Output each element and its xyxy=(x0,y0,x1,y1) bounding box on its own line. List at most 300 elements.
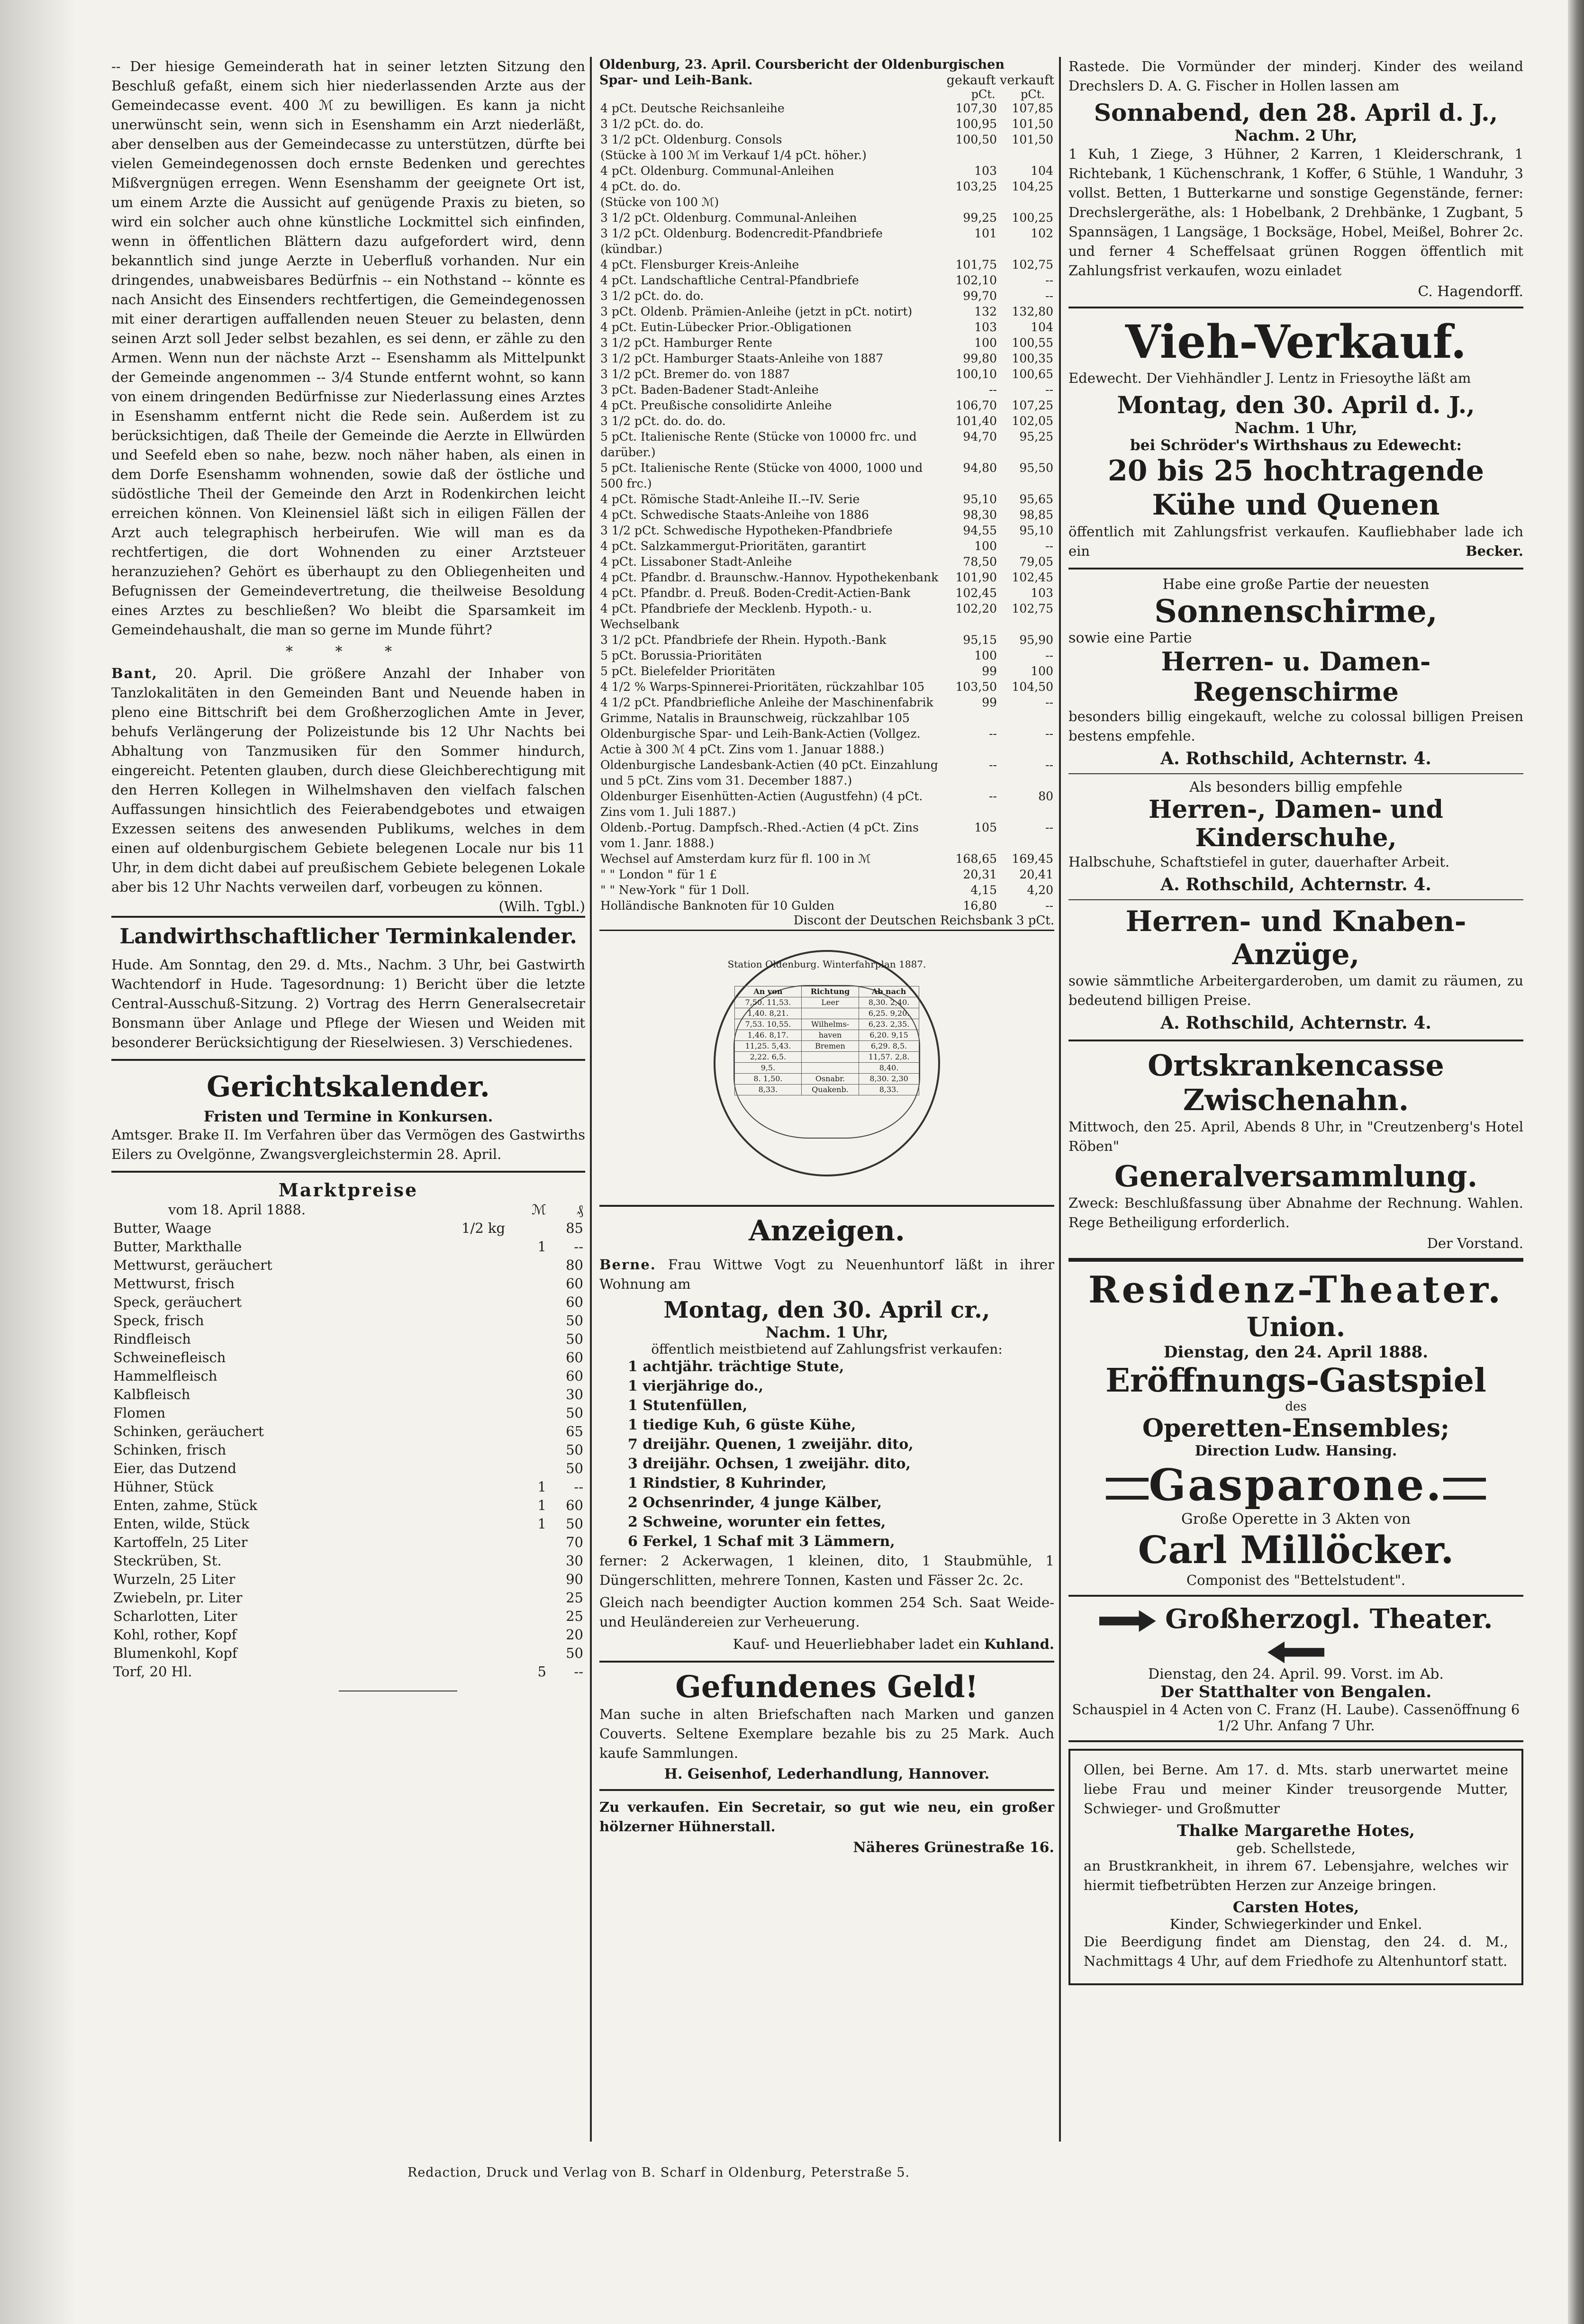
markt-mark xyxy=(511,1219,548,1238)
course-name: 5 pCt. Italienische Rente (Stücke von 4000, 1000 und 500 frc.) xyxy=(600,461,923,490)
course-bought: -- xyxy=(989,758,997,772)
berne-item: 1 Rindstier, 8 Kuhrinder, xyxy=(628,1475,827,1492)
course-name: 4 pCt. Römische Stadt-Anleihe II.--IV. Serie xyxy=(600,492,860,506)
course-name: 3 1/2 pCt. do. do. xyxy=(600,289,704,303)
markt-item: Kohl, rother, Kopf xyxy=(113,1627,237,1643)
course-bought: 132 xyxy=(974,305,997,318)
course-name: 3 1/2 pCt. Oldenburg. Bodencredit-Pfandbriefe (kündbar.) xyxy=(600,226,883,256)
course-row xyxy=(599,272,1054,288)
markt-unit xyxy=(455,1256,511,1275)
course-row xyxy=(599,319,1054,335)
residenz-sub: Große Operette in 3 Akten von xyxy=(1181,1510,1411,1528)
rastede-date: Sonnabend, den 28. April d. J., xyxy=(1094,99,1498,127)
course-row xyxy=(599,663,1054,679)
timetable-row xyxy=(735,1074,919,1085)
course-bought: 107,30 xyxy=(955,101,997,115)
markt-item: Butter, Waage xyxy=(113,1220,212,1236)
markt-mark xyxy=(511,1404,548,1422)
course-name: Oldenburger Eisenhütten-Actien (Augustfehn) (4 pCt. Zins vom 1. Juli 1887.) xyxy=(600,789,923,819)
course-bought: 95,15 xyxy=(963,633,997,647)
markt-row xyxy=(111,1570,585,1589)
markt-pf: 20 xyxy=(566,1627,583,1643)
article-bant-source: (Wilh. Tgbl.) xyxy=(498,898,585,914)
rastede-time: Nachm. 2 Uhr, xyxy=(1234,127,1358,145)
markt-unit xyxy=(455,1570,511,1589)
course-name: 3 1/2 pCt. Hamburger Staats-Anleihe von 1887 xyxy=(600,352,884,365)
markt-item: Flomen xyxy=(113,1405,166,1421)
berne-intro xyxy=(599,1255,1054,1294)
course-name: 5 pCt. Bielefelder Prioritäten xyxy=(600,664,776,678)
verkauf-text: Zu verkaufen. Ein Secretair, so gut wie neu, ein großer hölzerner Hühnerstall. xyxy=(599,1799,1054,1835)
divider xyxy=(111,1171,585,1173)
course-bought: 100,95 xyxy=(955,117,997,131)
markt-item: Schweinefleisch xyxy=(113,1349,226,1365)
roth1-regenschirme: Herren- u. Damen-Regenschirme xyxy=(1161,646,1431,707)
death-name: Thalke Margarethe Hotes, xyxy=(1177,1821,1415,1840)
timetable-an: 7,53. 10,55. xyxy=(735,1019,802,1030)
course-sold: 102,05 xyxy=(1012,414,1053,428)
berne-item: 3 dreijähr. Ochsen, 1 zweijähr. dito, xyxy=(628,1456,911,1472)
column-rule xyxy=(1059,57,1061,2142)
course-sold: -- xyxy=(1045,727,1053,741)
verkauf-signature: Näheres Grünestraße 16. xyxy=(853,1839,1054,1856)
markt-mark xyxy=(511,1367,548,1385)
course-name: 4 pCt. Lissaboner Stadt-Anleihe xyxy=(600,555,792,569)
course-bought: 105 xyxy=(974,821,997,834)
markt-mark xyxy=(511,1311,548,1330)
course-name: 3 1/2 pCt. Hamburger Rente xyxy=(600,336,772,350)
course-bought: 100 xyxy=(974,649,997,662)
course-sold: -- xyxy=(1045,539,1053,553)
timetable-row xyxy=(735,1085,919,1095)
course-bought: 103,25 xyxy=(955,180,997,193)
timetable-head-ab: Ab nach xyxy=(859,986,919,997)
course-name: 3 1/2 pCt. do. do. xyxy=(600,117,704,131)
course-sold: 104 xyxy=(1031,164,1053,178)
course-name: 4 pCt. Pfandbr. d. Braunschw.-Hannov. Hypothekenbank xyxy=(600,570,939,584)
markt-mark: 1 xyxy=(537,1516,546,1532)
course-row xyxy=(599,210,1054,226)
markt-pf: 80 xyxy=(566,1257,583,1273)
roth2-text: Halbschuhe, Schaftstiefel in guter, dauerhafter Arbeit. xyxy=(1068,854,1450,870)
markt-item: Schinken, geräuchert xyxy=(113,1423,264,1439)
timetable-ab: 8,30. 2,30 xyxy=(859,1074,919,1085)
course-sold: -- xyxy=(1045,383,1053,397)
course-row xyxy=(599,882,1054,898)
scan-edge xyxy=(1568,0,1584,2324)
course-row xyxy=(599,163,1054,179)
course-name: 5 pCt. Borussia-Prioritäten xyxy=(600,649,762,662)
markt-unit xyxy=(455,1533,511,1552)
death-signature: Carsten Hotes, xyxy=(1232,1898,1359,1916)
markt-pf: 50 xyxy=(566,1460,583,1476)
article-bant-lead: Bant, xyxy=(111,665,158,681)
course-bought: 99,25 xyxy=(963,211,997,225)
markt-row xyxy=(111,1644,585,1663)
residenz-gastspiel: Eröffnungs-Gastspiel xyxy=(1105,1362,1486,1400)
markt-unit xyxy=(455,1404,511,1422)
timetable-ring: Station Oldenburg. Winterfahrplan 1887. xyxy=(727,959,926,970)
timetable-an: 1,40. 8,21. xyxy=(735,1008,802,1019)
article-bant-text: 20. April. Die größere Anzahl der Inhaber von Tanzlokalitäten in den Gemeinden Bant und Neuende haben in pleno eine Bittschrift bei dem Großherzoglichen Amte in Jever, behufs Verlängerung der Polizeistunde bis 12 Uhr Nachts bei Abhaltung von Tanzmusiken für den Sommer hindurch, eingereicht. Petenten glauben, durch diese Gleichberechtigung mit den Herren Kollegen in Wilhelmshaven den vielfach falschen Auffassungen hinsichtlich des Feierabendgebotes und etwaigen Exzessen seitens des anwesenden Publikums, welches in dem einen auf oldenburgischem Gebiete belegenen Locale nur bis 11 Uhr, in dem dicht dabei auf preußischem Gebiete belegenen Lokale aber bis 12 Uhr Nachts verweilen darf, vorbeugen zu können. xyxy=(111,665,586,895)
markt-item: Wurzeln, 25 Liter xyxy=(113,1571,235,1587)
course-row xyxy=(599,398,1054,413)
course-row xyxy=(599,288,1054,304)
timetable-ab: 6,25. 9,20. xyxy=(859,1008,919,1019)
timetable-row xyxy=(735,1052,919,1063)
gericht-title: Gerichtskalender. xyxy=(207,1070,490,1103)
column-left xyxy=(111,57,585,1691)
timetable-ab: 8,33. xyxy=(859,1085,919,1095)
markt-head-pf: ₰ xyxy=(576,1202,583,1218)
course-name: 4 pCt. Pfandbr. d. Preuß. Boden-Credit-Actien-Bank xyxy=(600,586,911,600)
section-stars: * * * xyxy=(285,643,411,660)
markt-unit xyxy=(455,1348,511,1367)
divider xyxy=(1068,1040,1523,1041)
article-esenshamm: -- Der hiesige Gemeinderath hat in seiner letzten Sitzung den Beschluß gefaßt, einem sich hier niederlassenden Arzte aus der Gemeindecasse event. 400 ℳ zu bewilligen. Es kann ja nicht unerwünscht sein, wenn sich in Esenshamm ein Arzt niederläßt, aber denselben aus der Gemeindecasse zu unterstützen, dürfte bei vielen Gemeindegenossen doch ernste Bedenken und gerechtes Mißvergnügen erregen. Wenn Esenshamm der geeignete Ort ist, um einem Arzte die Aussicht auf genügende Praxis zu bieten, so wird ein solcher auch ohne künstliche Lockmittel sich einfinden, wenn in öffentlichen Blättern dazu aufgefordert wird, denn bekanntlich sind junge Aerzte in Ueberfluß vorhanden. Nur ein dringendes, unabweisbares Bedürfnis -- ein Nothstand -- könnte es nach Ansicht des Einsenders rechtfertigen, die Gemeindegenossen mit einer derartigen auffallenden neuen Steuer zu belasten, denn seinen Arzt soll Jeder selbst bezahlen, es sei denn, er zähle zu den Armen. Wenn nun der nächste Arzt -- Esenshamm als Mittelpunkt der Gemeinde angenommen -- 3/4 Stunde entfernt wohnt, so kann von einem dringenden Bedürfnisse zur Niederlassung eines Arztes in Esenshamm entfernt nicht die Rede sein. Außerdem ist zu berücksichtigen, daß Theile der Gemeinde die Aerzte in Ellwürden und Seefeld eben so nahe, bezw. noch näher haben, als einen in dem Dorfe Esenshamm wohnenden, sowie daß der östliche und südöstliche Theil der Gemeinde den Arzt in Rodenkirchen leicht erreichen können. Von Kleinensiel läßt sich in eiligen Fällen der Arzt auch telegraphisch herbeirufen. Wie will man es da rechtfertigen, die dort Wohnenden zu einer Arztsteuer heranzuziehen? Gehört es überhaupt zu den Obliegenheiten und Befugnissen der Gemeindevertretung, die theilweise Besoldung eines Arztes zu beschließen? Wo bleibt die Sparsamkeit im Gemeindehaushalt, die man so gerne im Munde führt? xyxy=(111,58,585,638)
rastede-items: 1 Kuh, 1 Ziege, 3 Hühner, 2 Karren, 1 Kleiderschrank, 1 Richtebank, 1 Küchenschrank, 1 Koffer, 6 Stühle, 1 Wanduhr, 3 vollst. Betten, 1 Butterkarne und sonstige Gegenstände, ferner: Drechslergeräthe, als: 1 Hobelbank, 2 Drehbänke, 1 Zugbant, 5 Spannsägen, 1 Langsäge, 1 Bocksäge, Hobel, Meißel, Bohrer 2c. und ferner 4 Scheffelsaat grünen Roggen öffentlich mit Zahlungsfrist verkaufen, wozu einladet xyxy=(1068,146,1523,279)
timetable-row xyxy=(735,1063,919,1074)
course-sold: 95,90 xyxy=(1019,633,1053,647)
timetable-ab: 6,23. 2,35. xyxy=(859,1019,919,1030)
course-bought: -- xyxy=(989,727,997,741)
berne-signature: Kuhland. xyxy=(984,1636,1054,1652)
course-sold: -- xyxy=(1045,273,1053,287)
divider xyxy=(1068,1595,1523,1597)
roth1-pre: Habe eine große Partie der neuesten xyxy=(1162,576,1430,593)
roth2-signature: A. Rothschild, Achternstr. 4. xyxy=(1160,875,1431,895)
markt-mark xyxy=(511,1441,548,1459)
markt-unit xyxy=(455,1441,511,1459)
markt-mark xyxy=(511,1644,548,1663)
residenz-title: Residenz-Theater. xyxy=(1088,1268,1504,1311)
course-bought: 100 xyxy=(974,539,997,553)
berne-rest: ferner: 2 Ackerwagen, 1 kleinen, dito, 1 Staubmühle, 1 Düngerschlitten, mehrere Tonnen, Kasten und Fässer 2c. 2c. xyxy=(599,1553,1054,1588)
divider xyxy=(1068,773,1523,774)
course-row xyxy=(599,851,1054,867)
course-bought: -- xyxy=(989,383,997,397)
course-sold: 104 xyxy=(1031,320,1053,334)
okk-generalversammlung: Generalversammlung. xyxy=(1114,1159,1478,1194)
divider xyxy=(599,1205,1054,1207)
course-bought: 99 xyxy=(982,696,997,709)
roth3-signature: A. Rothschild, Achternstr. 4. xyxy=(1160,1013,1431,1033)
markt-row xyxy=(111,1256,585,1275)
course-sold: 102 xyxy=(1031,226,1053,240)
timetable-inner xyxy=(733,985,920,1139)
residenz-date: Dienstag, den 24. April 1888. xyxy=(1163,1343,1429,1362)
course-bought: 94,70 xyxy=(963,430,997,443)
okk-title: Ortskrankencasse Zwischenahn. xyxy=(1148,1048,1444,1117)
roth3-text: sowie sämmtliche Arbeitergarderoben, um damit zu räumen, zu bedeutend billigen Preise. xyxy=(1068,973,1523,1008)
roth2-schuhe: Herren-, Damen- und Kinderschuhe, xyxy=(1148,795,1444,852)
course-bought: -- xyxy=(989,789,997,803)
markt-pf: 50 xyxy=(566,1312,583,1329)
markt-item: Kartoffeln, 25 Liter xyxy=(113,1534,248,1550)
gh-play: Der Statthalter von Bengalen. xyxy=(1160,1682,1432,1701)
timetable xyxy=(734,986,919,1095)
course-sold: 101,50 xyxy=(1012,133,1053,146)
berne-sign xyxy=(599,1635,1054,1654)
berne-item: 2 Ochsenrinder, 4 junge Kälber, xyxy=(628,1494,882,1511)
timetable-richtung xyxy=(801,1052,859,1063)
berne-item: 1 Stutenfüllen, xyxy=(628,1397,748,1414)
markt-row xyxy=(111,1552,585,1570)
gericht-subtitle: Fristen und Termine in Konkursen. xyxy=(203,1108,493,1125)
berne-sign-pre: Kauf- und Heuerliebhaber ladet ein xyxy=(733,1636,980,1652)
course-name: 4 pCt. Preußische consolidirte Anleihe xyxy=(600,398,832,412)
course-sold: -- xyxy=(1045,696,1053,709)
timetable-head-an: An von xyxy=(735,986,802,997)
markt-item: Hammelfleisch xyxy=(113,1368,217,1384)
course-row xyxy=(599,726,1054,757)
markt-unit: 1/2 kg xyxy=(461,1220,506,1236)
markt-unit xyxy=(455,1293,511,1311)
markt-mark xyxy=(511,1330,548,1348)
course-sold: 100,55 xyxy=(1012,336,1053,350)
markt-mark xyxy=(511,1552,548,1570)
timetable-row xyxy=(735,1008,919,1019)
course-bought: 20,31 xyxy=(963,868,997,881)
markt-mark: 5 xyxy=(537,1664,546,1680)
markt-date: vom 18. April 1888. xyxy=(168,1202,306,1218)
timetable-an: 11,25. 5,43. xyxy=(735,1041,802,1052)
gh-text: Dienstag, den 24. April. 99. Vorst. im Ab. xyxy=(1148,1666,1444,1682)
markt-row xyxy=(111,1496,585,1515)
geld-signature: H. Geisenhof, Lederhandlung, Hannover. xyxy=(664,1766,990,1782)
course-bought: 101 xyxy=(974,226,997,240)
course-col-sold: verkauft xyxy=(1000,73,1054,88)
okk-text: Mittwoch, den 25. April, Abends 8 Uhr, in "Creutzenberg's Hotel Röben" xyxy=(1068,1119,1523,1154)
timetable-an: 1,46. 8,17. xyxy=(735,1030,802,1041)
course-header xyxy=(599,57,1054,73)
course-row xyxy=(599,382,1054,398)
course-sold: -- xyxy=(1045,758,1053,772)
course-sold: 103 xyxy=(1031,586,1053,600)
markt-row xyxy=(111,1404,585,1422)
column-middle xyxy=(599,57,1054,1856)
course-sold: 80 xyxy=(1038,789,1053,803)
markt-pf: 60 xyxy=(566,1294,583,1310)
course-sold: 20,41 xyxy=(1019,868,1053,881)
course-bought: 99 xyxy=(982,664,997,678)
death-text2: an Brustkrankheit, in ihrem 67. Lebensjahre, welches wir hiermit tiefbetrübten Herzen zur Anzeige bringen. xyxy=(1084,1858,1508,1893)
course-bought: 102,10 xyxy=(955,273,997,287)
course-bought: 4,15 xyxy=(970,883,997,897)
course-name: 4 pCt. Landschaftliche Central-Pfandbriefe xyxy=(600,273,859,287)
berne-item: 1 achtjähr. trächtige Stute, xyxy=(628,1358,844,1375)
markt-unit xyxy=(455,1589,511,1607)
markt-unit xyxy=(455,1644,511,1663)
markt-item: Zwiebeln, pr. Liter xyxy=(113,1590,243,1606)
course-bought: 106,70 xyxy=(955,398,997,412)
markt-mark: 1 xyxy=(537,1479,546,1495)
residenz-ensemble: Operetten-Ensembles; xyxy=(1142,1414,1450,1443)
markt-unit xyxy=(455,1496,511,1515)
course-pct-a: pCt. xyxy=(971,88,996,101)
markt-pf: 60 xyxy=(566,1275,583,1292)
markt-unit xyxy=(455,1626,511,1644)
course-name: Oldenb.-Portug. Dampfsch.-Rhed.-Actien (4 pCt. Zins vom 1. Janr. 1888.) xyxy=(600,821,919,850)
course-row xyxy=(599,867,1054,882)
markt-row xyxy=(111,1275,585,1293)
markt-head-mark: ℳ xyxy=(531,1202,546,1218)
course-bought xyxy=(941,194,998,210)
markt-pf: 25 xyxy=(566,1608,583,1624)
death-geb: geb. Schellstede, xyxy=(1236,1840,1356,1856)
markt-item: Enten, zahme, Stück xyxy=(113,1497,258,1513)
course-row xyxy=(599,226,1054,257)
course-name: 4 1/2 % Warps-Spinnerei-Prioritäten, rückzahlbar 105 xyxy=(600,680,925,694)
course-name: 3 1/2 pCt. Schwedische Hypotheken-Pfandbriefe xyxy=(600,524,893,537)
markt-unit xyxy=(455,1367,511,1385)
course-name: 4 pCt. do. do. xyxy=(600,180,681,193)
divider xyxy=(1068,307,1523,308)
course-name: 4 pCt. Oldenburg. Communal-Anleihen xyxy=(600,164,834,178)
timetable-an: 7,50. 11,53. xyxy=(735,997,802,1008)
markt-pf: 70 xyxy=(566,1534,583,1550)
course-row xyxy=(599,538,1054,554)
course-sold: 95,65 xyxy=(1019,492,1053,506)
course-name: 3 1/2 pCt. Bremer do. von 1887 xyxy=(600,367,790,381)
berne-date: Montag, den 30. April cr., xyxy=(663,1297,990,1323)
timetable-an: 8. 1,50. xyxy=(735,1074,802,1085)
divider xyxy=(1068,568,1523,570)
residenz-des: des xyxy=(1285,1400,1307,1414)
vieh-rest xyxy=(1068,522,1523,561)
course-sold: 132,80 xyxy=(1012,305,1053,318)
divider xyxy=(111,1059,585,1061)
course-name: Holländische Banknoten für 10 Gulden xyxy=(600,899,835,913)
markt-item: Scharlotten, Liter xyxy=(113,1608,237,1624)
markt-header-row xyxy=(111,1201,585,1219)
course-row xyxy=(599,429,1054,460)
markt-pf: 50 xyxy=(566,1442,583,1458)
course-bought: 99,70 xyxy=(963,289,997,303)
course-name: 3 1/2 pCt. do. do. do. xyxy=(600,414,726,428)
vieh-highlight: 20 bis 25 hochtragende Kühe und Quenen xyxy=(1107,454,1484,522)
markt-row xyxy=(111,1219,585,1238)
markt-unit xyxy=(455,1385,511,1404)
course-row xyxy=(599,304,1054,319)
markt-title: Marktpreise xyxy=(278,1179,418,1201)
death-burial: Die Beerdigung findet am Dienstag, den 24. d. M., Nachmittags 4 Uhr, auf dem Friedhofe zu Altenhuntorf statt. xyxy=(1084,1934,1508,1969)
course-name: Oldenburgische Spar- und Leih-Bank-Actien (Vollgez. Actie à 300 ℳ 4 pCt. Zins vom 1. Januar 1888.) xyxy=(600,727,921,756)
markt-item: Enten, wilde, Stück xyxy=(113,1516,250,1532)
timetable-row xyxy=(735,1041,919,1052)
markt-row xyxy=(111,1311,585,1330)
course-bought: 100 xyxy=(974,336,997,350)
markt-item: Schinken, frisch xyxy=(113,1442,226,1458)
course-bought: 103,50 xyxy=(955,680,997,694)
course-row xyxy=(599,507,1054,523)
course-sold: 95,10 xyxy=(1019,524,1053,537)
course-table xyxy=(599,100,1054,913)
markt-row xyxy=(111,1422,585,1441)
markt-item: Speck, frisch xyxy=(113,1312,204,1329)
course-bought: 94,80 xyxy=(963,461,997,475)
course-sold: 104,25 xyxy=(1012,180,1053,193)
markt-row xyxy=(111,1330,585,1348)
berne-items xyxy=(599,1357,1054,1551)
course-bought xyxy=(941,147,998,163)
berne-item: 7 dreijähr. Quenen, 1 zweijähr. dito, xyxy=(628,1436,914,1453)
course-sold: -- xyxy=(1045,821,1053,834)
course-bought: 98,30 xyxy=(963,508,997,522)
markt-unit xyxy=(455,1607,511,1626)
course-sold: 79,05 xyxy=(1019,555,1053,569)
course-name: 3 pCt. Baden-Badener Stadt-Anleihe xyxy=(600,383,819,397)
course-name: 4 pCt. Schwedische Staats-Anleihe von 1886 xyxy=(600,508,869,522)
bars-left-icon xyxy=(1106,1478,1149,1500)
roth2-pre: Als besonders billig empfehle xyxy=(1189,779,1403,796)
course-row xyxy=(599,491,1054,507)
course-sold: 4,20 xyxy=(1027,883,1053,897)
course-subheader xyxy=(599,73,1054,88)
course-row xyxy=(599,757,1054,788)
course-row xyxy=(599,788,1054,820)
markt-pf: 50 xyxy=(566,1645,583,1661)
vieh-rest-text: öffentlich mit Zahlungsfrist verkaufen. Kaufliebhaber lade ich ein xyxy=(1068,524,1523,559)
markt-unit xyxy=(455,1238,511,1256)
course-bought: 78,50 xyxy=(963,555,997,569)
gericht-text: Amtsger. Brake II. Im Verfahren über das Vermögen des Gastwirths Eilers zu Ovelgönne, Zwangsvergleichstermin 28. April. xyxy=(111,1127,585,1162)
markt-item: Torf, 20 Hl. xyxy=(113,1664,192,1680)
column-rule xyxy=(590,57,592,2142)
markt-pf: 25 xyxy=(566,1590,583,1606)
course-row xyxy=(599,570,1054,585)
course-name: (Stücke von 100 ℳ) xyxy=(600,195,719,209)
timetable-ab: 8,40. xyxy=(859,1063,919,1074)
markt-mark xyxy=(511,1275,548,1293)
markt-row xyxy=(111,1293,585,1311)
timetable-richtung: Bremen xyxy=(801,1041,859,1052)
markt-item: Mettwurst, geräuchert xyxy=(113,1257,272,1273)
divider xyxy=(599,1661,1054,1663)
markt-unit xyxy=(455,1552,511,1570)
markt-mark xyxy=(511,1533,548,1552)
markt-mark xyxy=(511,1607,548,1626)
termin-text: Hude. Am Sonntag, den 29. d. Mts., Nachm. 3 Uhr, bei Gastwirth Wachtendorf in Hude. Tagesordnung: 1) Bericht über die letzte Central-Ausschuß-Sitzung. 2) Vortrag des Herrn Generalsecretair Bonsmann über Anlage und Pflege der Wiesen und Weiden mit besonderer Berücksichtigung der Rieselwiesen. 3) Verschiedenes. xyxy=(111,957,585,1050)
timetable-an: 8,33. xyxy=(735,1085,802,1095)
roth1-signature: A. Rothschild, Achternstr. 4. xyxy=(1160,749,1431,769)
timetable-an: 2,22. 6,5. xyxy=(735,1052,802,1063)
timetable-ab: 11,57. 2,8. xyxy=(859,1052,919,1063)
course-row xyxy=(599,257,1054,272)
course-sold: 102,45 xyxy=(1012,570,1053,584)
okk-zweck: Zweck: Beschlußfassung über Abnahme der Rechnung. Wahlen. Rege Betheiligung erforderlich. xyxy=(1068,1195,1523,1230)
course-name: 4 pCt. Pfandbriefe der Mecklenb. Hypoth.- u. Wechselbank xyxy=(600,602,872,631)
course-row xyxy=(599,366,1054,382)
gh-rest: Schauspiel in 4 Acten von C. Franz (H. Laube). Cassenöffnung 6 1/2 Uhr. Anfang 7 Uhr. xyxy=(1072,1701,1520,1734)
course-name: 4 pCt. Salzkammergut-Prioritäten, garantirt xyxy=(600,539,866,553)
markt-mark xyxy=(511,1293,548,1311)
markt-row xyxy=(111,1385,585,1404)
course-sold: 102,75 xyxy=(1012,258,1053,271)
course-bought: 100,50 xyxy=(955,133,997,146)
course-sold xyxy=(998,147,1054,163)
markt-row xyxy=(111,1626,585,1644)
course-sold: 107,85 xyxy=(1012,101,1053,115)
markt-pf: 60 xyxy=(566,1497,583,1513)
course-name: 4 1/2 pCt. Pfandbriefliche Anleihe der Maschinenfabrik Grimme, Natalis in Braunschweig, rückzahlbar 105 xyxy=(600,696,933,725)
markt-unit xyxy=(455,1459,511,1478)
gh-title: Großherzogl. Theater. xyxy=(1165,1603,1493,1635)
residenz-play xyxy=(1068,1459,1523,1510)
course-row xyxy=(599,554,1054,570)
berne-after: Gleich nach beendigter Auction kommen 254 Sch. Saat Weide- und Heuländereien zur Verheuerung. xyxy=(599,1594,1054,1630)
markt-mark xyxy=(511,1570,548,1589)
